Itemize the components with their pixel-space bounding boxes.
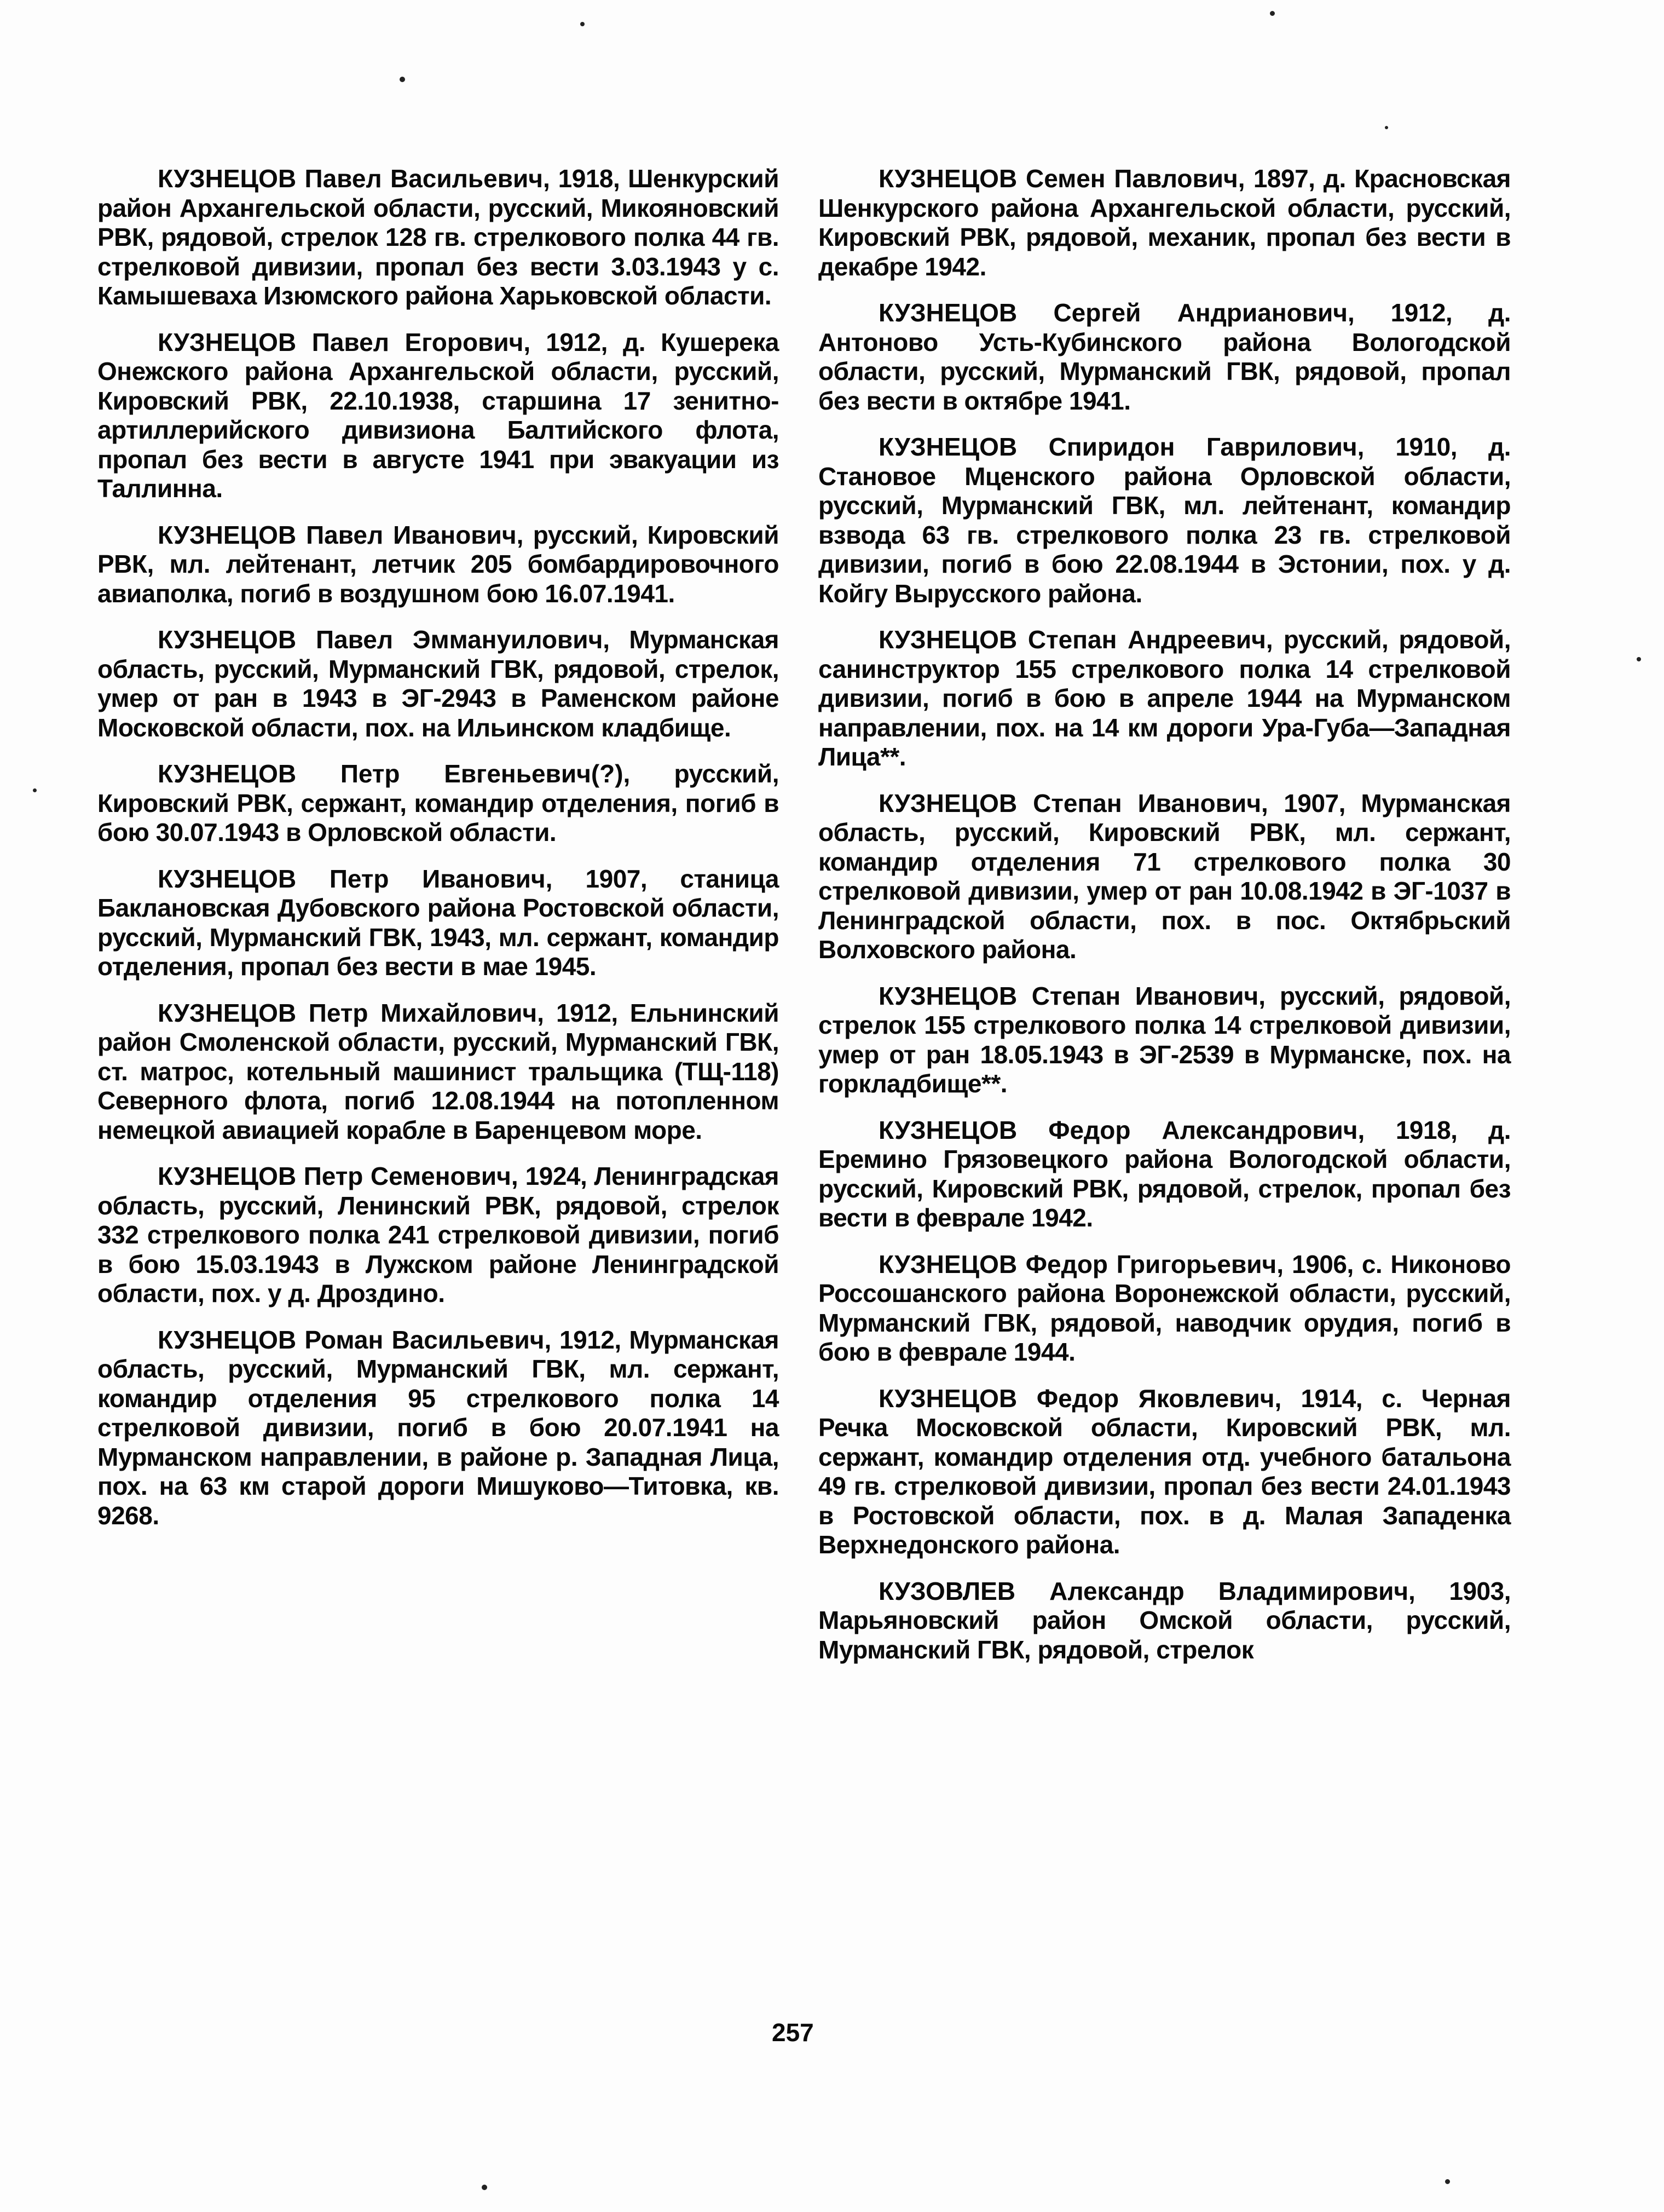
entry-text: 1906, с. Никоново Россошанского района Воронежской области, русский, Мурманский ГВК, рядовой, наводчик орудия, погиб в бою в феврале 1944. <box>818 1249 1511 1366</box>
entry <box>818 1250 1511 1367</box>
scan-noise <box>1385 126 1388 129</box>
right-column <box>818 164 1511 1681</box>
entry <box>818 1577 1511 1665</box>
entry-text: 1912, д. Кушерека Онежского района Архангельской области, русский, Кировский РВК, 22.10.1938, старшина 17 зенитно-артиллерийского дивизиона Балтийского флота, пропал без вести в августе 1941 при эвакуации из Таллинна. <box>97 327 779 503</box>
scan-noise <box>580 22 585 26</box>
entry-name: КУЗНЕЦОВ Сергей Андрианович, <box>879 298 1355 327</box>
entry-text: 1924, Ленинградская область, русский, Ленинский РВК, рядовой, стрелок 332 стрелкового полка 241 стрелковой дивизии, погиб в бою 15.03.1943 в Лужском районе Ленинградской области, пох. у д. Дроздино. <box>97 1162 779 1307</box>
entry-text: 1918, д. Еремино Грязовецкого района Вологодской области, русский, Кировский РВК, рядовой, стрелок, пропал без вести в феврале 1942. <box>818 1115 1511 1232</box>
entry-text: 1907, Мурманская область, русский, Кировский РВК, мл. сержант, командир отделения 71 стрелкового полка 30 стрелковой дивизии, умер от ран 10.08.1942 в ЭГ-1037 в Ленинградской области, пох. в пос. Октябрьский Волховского района. <box>818 788 1511 964</box>
scan-noise <box>33 788 37 792</box>
entry-text: 1912, Мурманская область, русский, Мурманский ГВК, мл. сержант, командир отделения 95 стрелкового полка 14 стрелковой дивизии, погиб в бою 20.07.1941 на Мурманском направлении, в районе р. Западная Лица, пох. на 63 км старой дороги Мишуково—Титовка, кв. 9268. <box>97 1325 779 1530</box>
entry-name: КУЗНЕЦОВ Петр Иванович, <box>158 864 553 893</box>
entry-name: КУЗНЕЦОВ Федор Григорьевич, <box>879 1249 1284 1278</box>
entry-text: 1910, д. Становое Мценского района Орловской области, русский, Мурманский ГВК, мл. лейтенант, командир взвода 63 гв. стрелкового полка 23 гв. стрелковой дивизии, погиб в бою 22.08.1944 в Эстонии, пох. у д. Койгу Вырусского района. <box>818 433 1511 608</box>
entry-text: русский, рядовой, стрелок 155 стрелкового полка 14 стрелковой дивизии, умер от ран 18.05.1943 в ЭГ-2539 в Мурманске, пох. на горкладбище**. <box>818 981 1511 1098</box>
entry-text: 1907, станица Баклановская Дубовского района Ростовской области, русский, Мурманский ГВК, 1943, мл. сержант, командир отделения, пропал без вести в мае 1945. <box>97 864 779 981</box>
entry-text: Мурманская область, русский, Мурманский ГВК, рядовой, стрелок, умер от ран в 1943 в ЭГ-2943 в Раменском районе Московской области, пох. на Ильинском кладбище. <box>97 625 779 742</box>
entry <box>97 1162 779 1309</box>
entry-text: 1903, Марьяновский район Омской области, русский, Мурманский ГВК, рядовой, стрелок <box>818 1576 1511 1664</box>
entry-text: 1912, д. Антоново Усть-Кубинского района Вологодской области, русский, Мурманский ГВК, рядовой, пропал без вести в октябре 1941. <box>818 298 1511 415</box>
scan-noise <box>1637 657 1641 661</box>
entry <box>818 298 1511 416</box>
entry <box>97 164 779 311</box>
entry <box>818 625 1511 772</box>
entry-name: КУЗНЕЦОВ Петр Семенович, <box>158 1162 518 1190</box>
entry-text: русский, Кировский РВК, сержант, командир отделения, погиб в бою 30.07.1943 в Орловской области. <box>97 759 779 846</box>
entry-name: КУЗНЕЦОВ Степан Андреевич, <box>879 625 1273 654</box>
entry <box>97 328 779 504</box>
scan-noise <box>482 2185 487 2190</box>
entry <box>818 982 1511 1099</box>
entry-name: КУЗНЕЦОВ Спиридон Гаврилович, <box>879 433 1365 461</box>
entry-text: 1912, Ельнинский район Смоленской области, русский, Мурманский ГВК, ст. матрос, котельный машинист тральщика (ТЩ-118) Северного флота, погиб 12.08.1944 на потопленном немецкой авиацией корабле в Баренцевом море. <box>97 998 779 1144</box>
entry-text: русский, Кировский РВК, мл. лейтенант, летчик 205 бомбардировочного авиаполка, погиб в воздушном бою 16.07.1941. <box>97 520 779 608</box>
scan-noise <box>1445 2179 1450 2184</box>
entry-name: КУЗНЕЦОВ Федор Яковлевич, <box>879 1384 1282 1413</box>
scan-noise <box>1270 11 1275 16</box>
entry <box>818 433 1511 608</box>
entry <box>97 865 779 982</box>
entry <box>97 999 779 1145</box>
entry-text: 1918, Шенкурский район Архангельской области, русский, Микояновский РВК, рядовой, стрелок 128 гв. стрелкового полка 44 гв. стрелковой дивизии, пропал без вести 3.03.1943 у с. Камышеваха Изюмского района Харьковской области. <box>97 164 779 310</box>
left-column <box>97 164 779 1547</box>
entry-name: КУЗНЕЦОВ Роман Васильевич, <box>158 1325 552 1354</box>
entry-name: КУЗНЕЦОВ Федор Александрович, <box>879 1115 1365 1144</box>
scan-noise <box>400 77 405 82</box>
entry <box>818 164 1511 281</box>
entry <box>818 1116 1511 1233</box>
entry <box>818 1384 1511 1560</box>
entry-name: КУЗНЕЦОВ Павел Егорович, <box>158 327 531 356</box>
entry-name: КУЗНЕЦОВ Степан Иванович, <box>879 788 1268 817</box>
entry-name: КУЗНЕЦОВ Павел Васильевич, <box>158 164 550 193</box>
entry <box>97 1326 779 1531</box>
entry <box>97 625 779 742</box>
entry-name: КУЗНЕЦОВ Степан Иванович, <box>879 981 1266 1010</box>
entry-text: 1897, д. Красновская Шенкурского района Архангельской области, русский, Кировский РВК, рядовой, механик, пропал без вести в декабре 1942. <box>818 164 1511 281</box>
entry-text: 1914, с. Черная Речка Московской области, Кировский РВК, мл. сержант, командир отделения отд. учебного батальона 49 гв. стрелковой дивизии, пропал без вести 24.01.1943 в Ростовской области, пох. в д. Малая Западенка Верхнедонского района. <box>818 1384 1511 1559</box>
entry-text: русский, рядовой, санинструктор 155 стрелкового полка 14 стрелковой дивизии, погиб в бою в апреле 1944 на Мурманском направлении, пох. на 14 км дороги Ура-Губа—Западная Лица**. <box>818 625 1511 771</box>
entry-name: КУЗНЕЦОВ Павел Эммануилович, <box>158 625 610 654</box>
entry-name: КУЗОВЛЕВ Александр Владимирович, <box>879 1576 1415 1605</box>
entry-name: КУЗНЕЦОВ Семен Павлович, <box>879 164 1245 193</box>
entry <box>97 759 779 848</box>
page-number: 257 <box>772 2018 814 2047</box>
entry-name: КУЗНЕЦОВ Петр Михайлович, <box>158 998 544 1027</box>
entry-name: КУЗНЕЦОВ Павел Иванович, <box>158 520 524 549</box>
entry <box>818 789 1511 965</box>
entry <box>97 521 779 609</box>
entry-name: КУЗНЕЦОВ Петр Евгеньевич(?), <box>158 759 631 788</box>
